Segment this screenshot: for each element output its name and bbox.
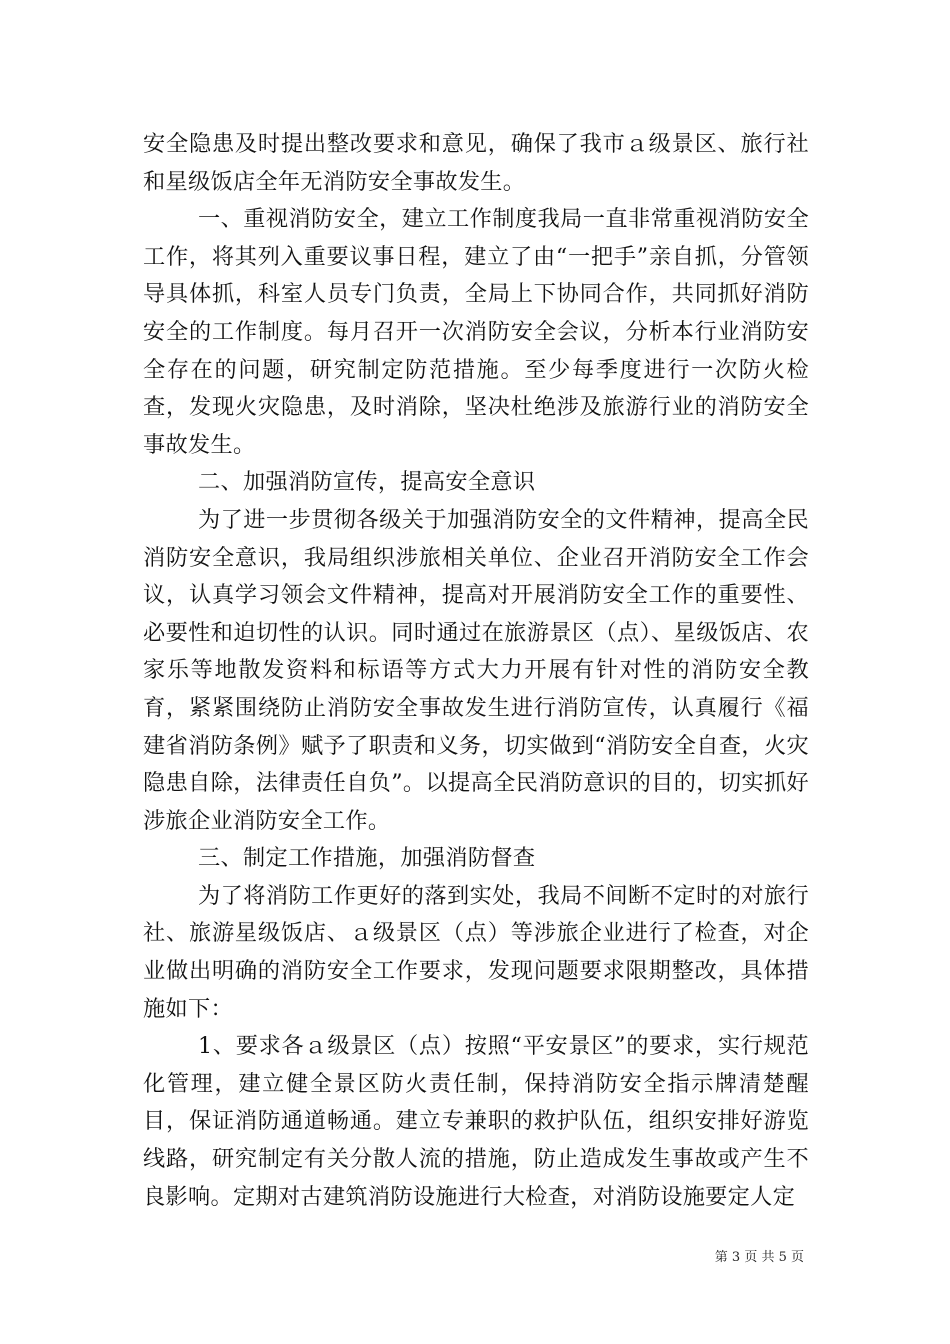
document-body (143, 126, 809, 1216)
page-number-footer: 第 3 页 共 5 页 (714, 1250, 804, 1265)
section-two-paragraph: 为了进一步贯彻各级关于加强消防安全的文件精神，提高全民消防安全意识，我局组织涉旅相关单位、企业召开消防安全工作会议，认真学习领会文件精神，提高对开展消防安全工作的重要性、必要性和迫切性的认识。同时通过在旅游景区（点）、星级饭店、农家乐等地散发资料和标语等方式大力开展有针对性的消防安全教育，紧紧围绕防止消防安全事故发生进行消防宣传，认真履行《福建省消防条例》赋予了职责和义务，切实做到“消防安全自查，火灾隐患自除，法律责任自负”。以提高全民消防意识的目的，切实抓好涉旅企业消防安全工作。 (143, 506, 809, 834)
section-two-heading: 二、加强消防宣传，提高安全意识 (198, 469, 536, 496)
section-three-heading: 三、制定工作措施，加强消防督查 (198, 845, 536, 872)
measure-one-paragraph: 1、要求各ａ级景区（点）按照“平安景区”的要求，实行规范化管理，建立健全景区防火责任制，保持消防安全指示牌清楚醒目，保证消防通道畅通。建立专兼职的救护队伍，组织安排好游览线路，研究制定有关分散人流的措施，防止造成发生事故或产生不良影响。定期对古建筑消防设施进行大检查，对消防设施要定人定 (143, 1033, 809, 1210)
paragraph-continuation: 安全隐患及时提出整改要求和意见，确保了我市ａ级景区、旅行社和星级饭店全年无消防安全事故发生。 (143, 131, 809, 195)
section-three-paragraph: 为了将消防工作更好的落到实处，我局不间断不定时的对旅行社、旅游星级饭店、ａ级景区（点）等涉旅企业进行了检查，对企业做出明确的消防安全工作要求，发现问题要求限期整改，具体措施如下： (143, 882, 809, 1022)
section-one-paragraph: 一、重视消防安全，建立工作制度我局一直非常重视消防安全工作，将其列入重要议事日程，建立了由“一把手”亲自抓，分管领导具体抓，科室人员专门负责，全局上下协同合作，共同抓好消防安全的工作制度。每月召开一次消防安全会议，分析本行业消防安全存在的问题，研究制定防范措施。至少每季度进行一次防火检查，发现火灾隐患，及时消除，坚决杜绝涉及旅游行业的消防安全事故发生。 (143, 206, 809, 458)
